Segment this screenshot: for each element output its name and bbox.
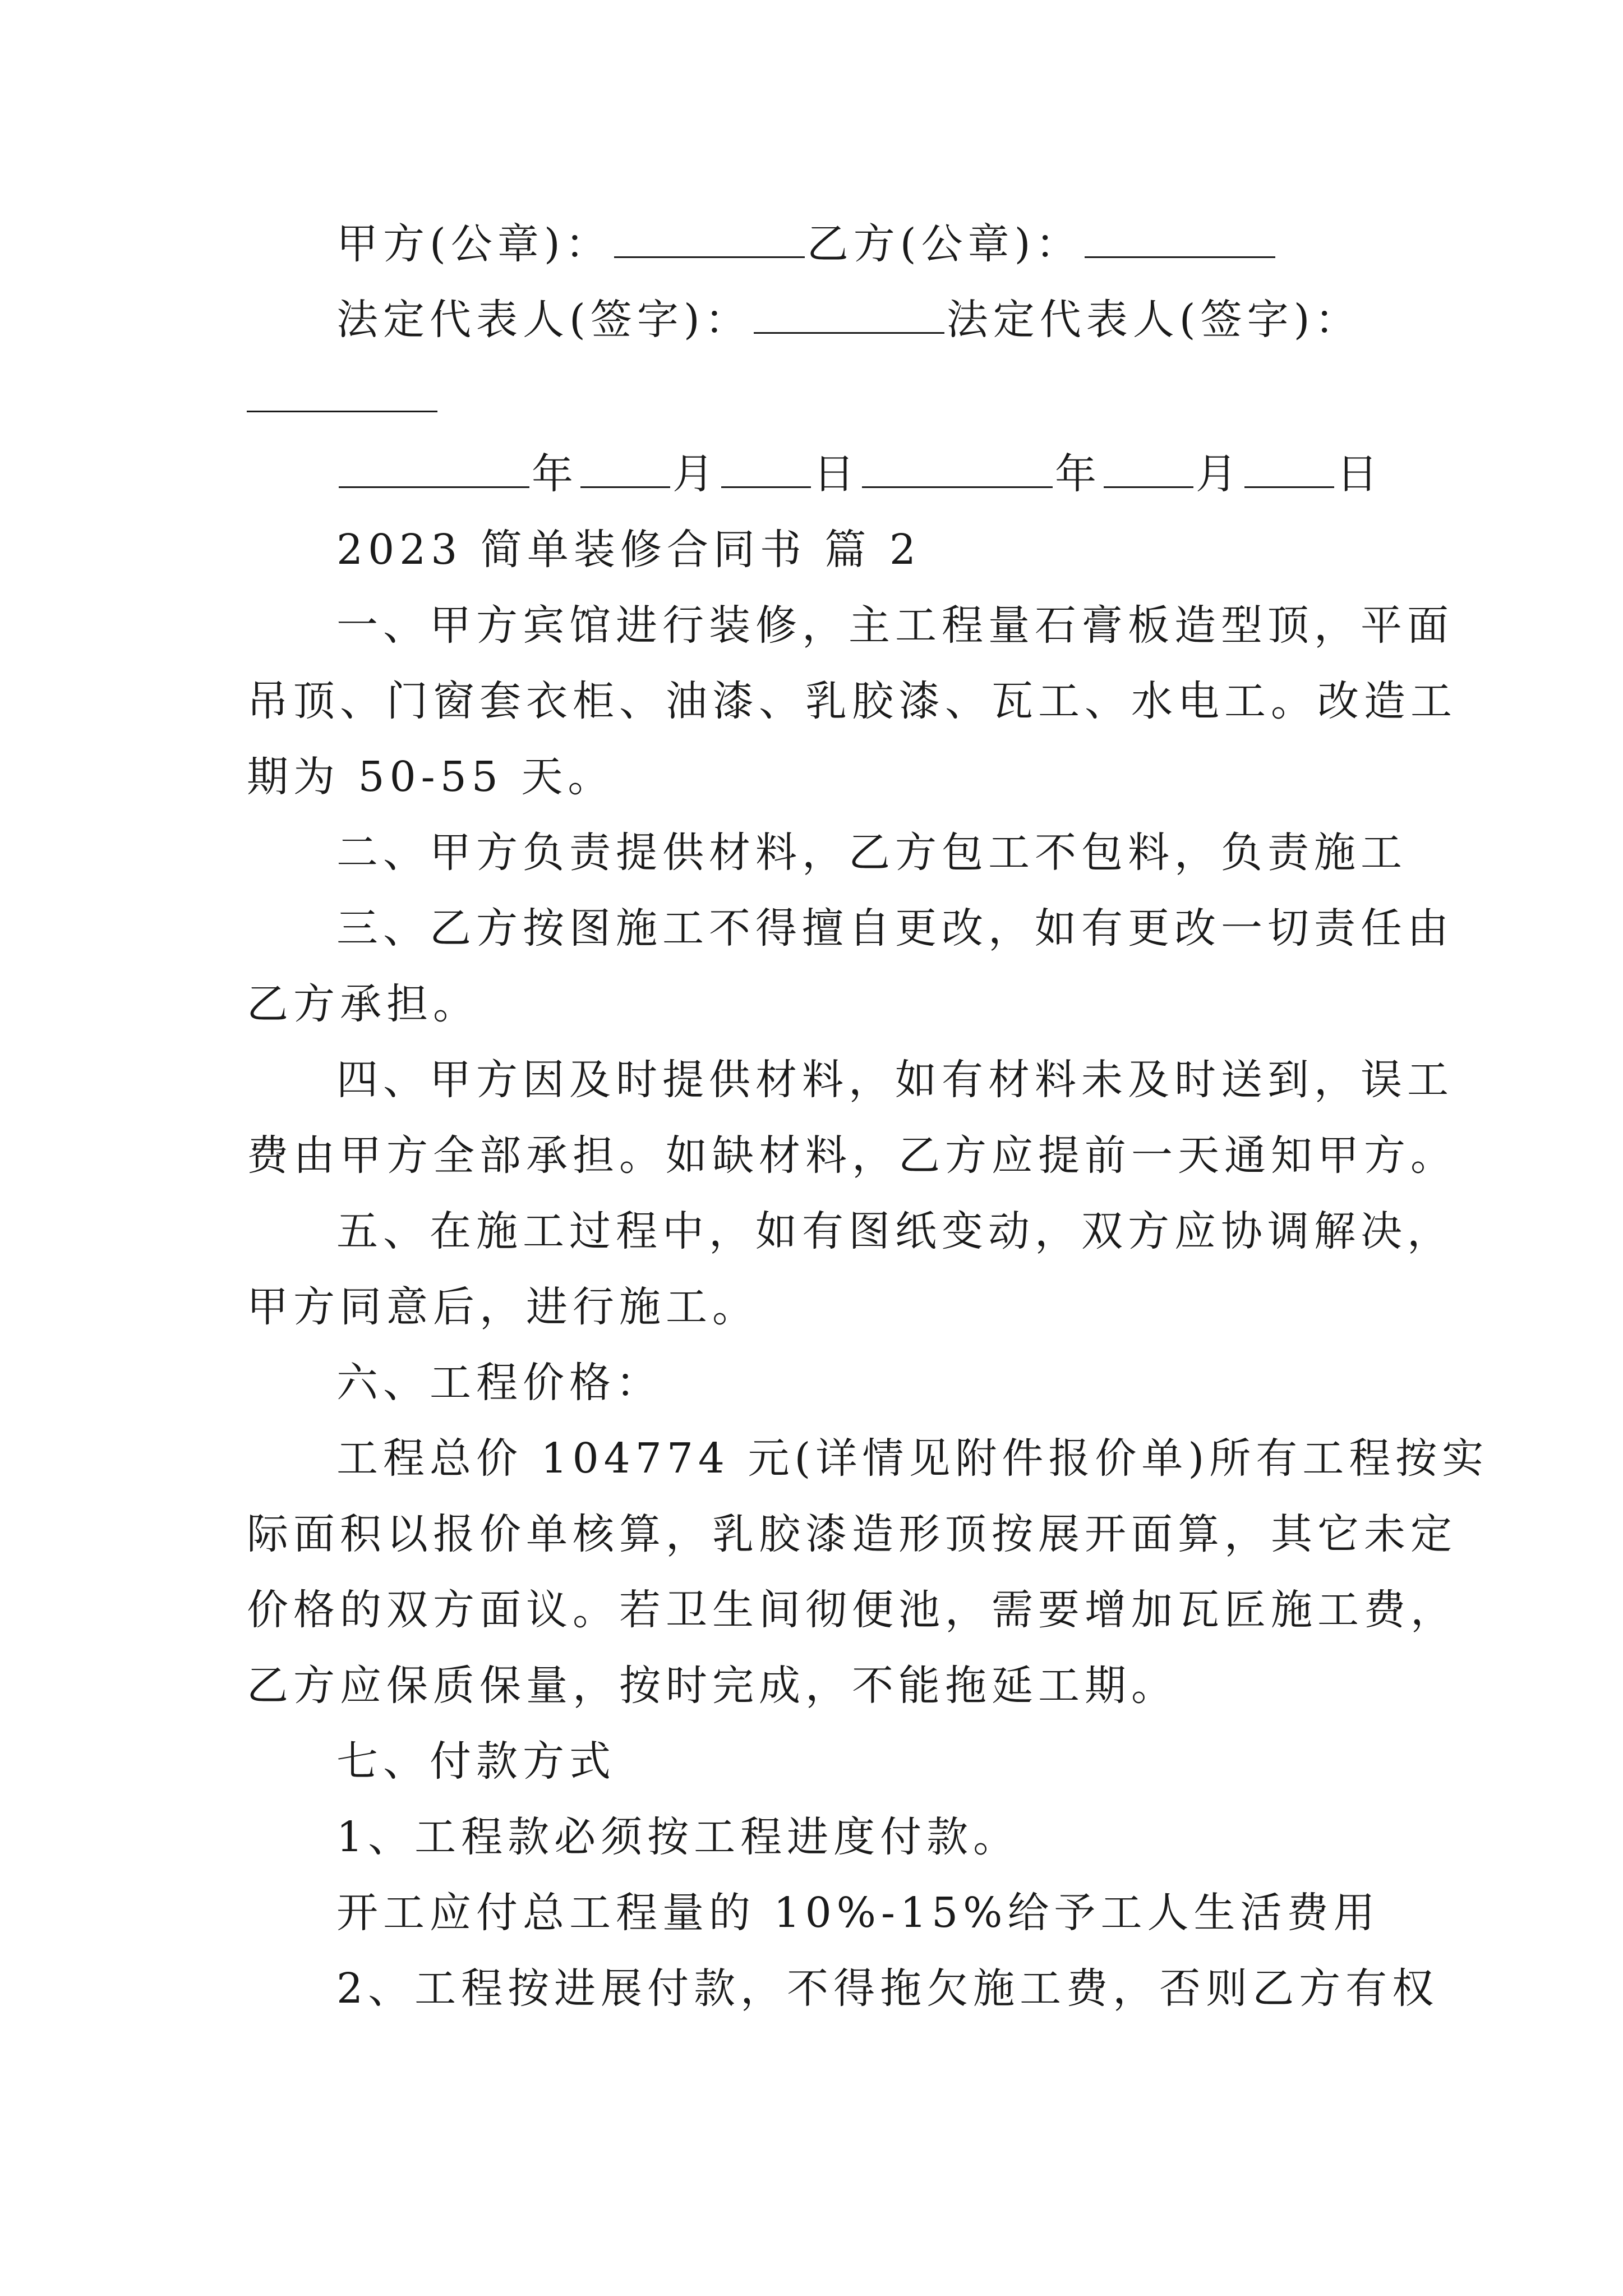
rep-b-label: 法定代表人(签字)： (946, 296, 1362, 344)
rep-b-blank (247, 411, 437, 412)
date-b-year-blank (862, 452, 1053, 488)
date-b-day-blank (1244, 452, 1334, 488)
text-line: 二、甲方负责提供材料，乙方包工不包料，负责施工 (336, 829, 1407, 877)
text-line: 际面积以报价单核算，乳胶漆造形顶按展开面算，其它未定 (247, 1510, 1457, 1558)
text-line: 四、甲方因及时提供材料，如有材料未及时送到，误工 (336, 1056, 1454, 1104)
date-a-day-blank (721, 452, 811, 488)
date-b-year: 年 (1055, 450, 1101, 498)
rep-a-blank (754, 297, 944, 334)
date-a-year-blank (339, 452, 529, 488)
text-line: 开工应付总工程量的 10%-15%给予工人生活费用 (336, 1889, 1380, 1937)
text-line: 费由甲方全部承担。如缺材料，乙方应提前一天通知甲方。 (247, 1131, 1457, 1180)
text-line: 工程总价 104774 元(详情见附件报价单)所有工程按实 (336, 1434, 1489, 1483)
text-line: 一、甲方宾馆进行装修，主工程量石膏板造型顶，平面 (336, 601, 1454, 650)
date-b-day: 日 (1336, 450, 1383, 498)
text-line: 七、付款方式 (336, 1737, 616, 1786)
date-line (336, 446, 1383, 502)
party-a-seal-label: 甲方(公章)： (336, 220, 612, 268)
date-b-month: 月 (1196, 450, 1242, 498)
date-a-month-blank (580, 452, 670, 488)
party-a-seal-blank (614, 222, 805, 258)
date-a-day: 日 (813, 450, 860, 498)
text-line: 吊顶、门窗套衣柜、油漆、乳胶漆、瓦工、水电工。改造工 (247, 677, 1457, 725)
text-line: 乙方承担。 (247, 980, 479, 1028)
party-b-seal-blank (1085, 222, 1275, 258)
text-line: 期为 50-55 天。 (247, 753, 615, 801)
text-line: 五、在施工过程中，如有图纸变动，双方应协调解决， (336, 1207, 1454, 1255)
party-b-seal-label: 乙方(公章)： (806, 220, 1082, 268)
representative-line (336, 292, 1362, 348)
text-line: 甲方同意后，进行施工。 (247, 1283, 759, 1331)
rep-a-label: 法定代表人(签字)： (336, 296, 751, 344)
date-a-year: 年 (532, 450, 578, 498)
section-title: 2023 简单装修合同书 篇 2 (336, 526, 921, 574)
date-b-month-blank (1104, 452, 1193, 488)
text-line: 六、工程价格： (336, 1359, 662, 1407)
text-line: 价格的双方面议。若卫生间彻便池，需要增加瓦匠施工费， (247, 1586, 1457, 1634)
text-line: 三、乙方按图施工不得擅自更改，如有更改一切责任由 (336, 904, 1454, 953)
text-line: 2、工程按进展付款，不得拖欠施工费，否则乙方有权 (336, 1964, 1439, 2013)
seal-line (336, 216, 1278, 272)
text-line: 1、工程款必须按工程进度付款。 (336, 1813, 1020, 1861)
text-line: 乙方应保质保量，按时完成，不能拖延工期。 (247, 1662, 1178, 1710)
date-a-month: 月 (672, 450, 719, 498)
